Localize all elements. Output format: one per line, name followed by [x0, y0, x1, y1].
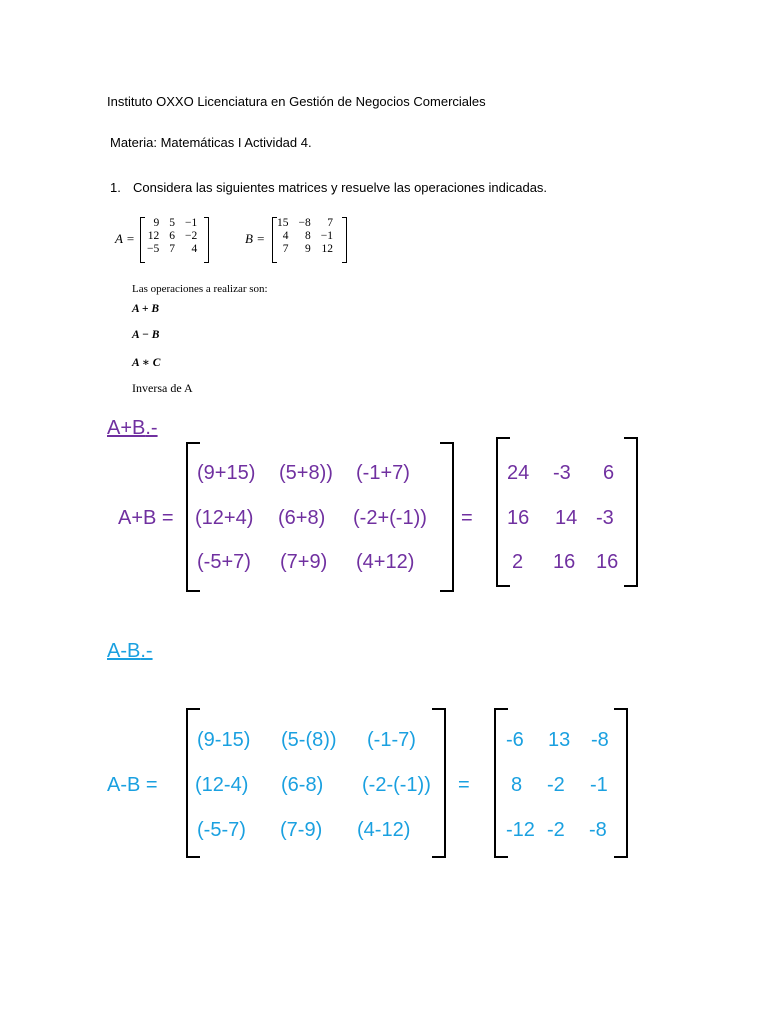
matrix-a-left-bracket	[140, 217, 145, 263]
matrix-cell: (5-(8))	[281, 729, 337, 751]
matrix-cell: 14	[555, 507, 578, 529]
matrix-cell: 16	[596, 551, 619, 573]
matrix-cell: 6	[169, 230, 175, 242]
operation-item: A − B	[132, 329, 160, 341]
matrix-cell: (-1+7)	[356, 462, 410, 484]
matrix-cell: (7-9)	[280, 819, 323, 841]
matrix-cell: 7	[282, 243, 289, 255]
sum-expr-right-bracket	[440, 442, 454, 592]
matrix-cell: (9+15)	[197, 462, 256, 484]
matrix-cell: −2	[185, 230, 198, 242]
matrix-cell: 2	[512, 551, 524, 573]
operation-item: A ∗ C	[132, 357, 161, 369]
matrix-cell: (-5-7)	[197, 819, 246, 841]
matrix-cell: (-2-(-1))	[362, 774, 431, 796]
operation-item: Inversa de A	[132, 381, 193, 395]
matrix-cell: (12-4)	[195, 774, 249, 796]
matrix-a-grid	[147, 217, 197, 255]
matrix-cell: 5	[169, 217, 175, 229]
diff-label: A-B =	[107, 774, 158, 796]
matrix-cell: (-2+(-1))	[353, 507, 427, 529]
matrix-cell: (5+8))	[279, 462, 333, 484]
matrix-a-right-bracket	[204, 217, 209, 263]
matrix-cell: 12	[147, 230, 160, 242]
matrix-cell: (12+4)	[195, 507, 254, 529]
matrix-cell: −1	[185, 217, 198, 229]
matrix-cell: -1	[590, 774, 608, 796]
matrix-cell: 12	[321, 243, 333, 255]
matrix-b-right-bracket	[342, 217, 347, 263]
diff-expr-right-bracket	[432, 708, 446, 858]
matrix-cell: -3	[553, 462, 571, 484]
matrix-cell: 8	[305, 230, 311, 242]
matrix-cell: −5	[147, 243, 160, 255]
diff-equals: =	[458, 774, 470, 796]
matrix-cell: 16	[507, 507, 530, 529]
matrix-cell: (7+9)	[280, 551, 328, 573]
matrix-cell: -2	[547, 819, 565, 841]
matrix-cell: 13	[548, 729, 571, 751]
matrix-b-label: B =	[245, 231, 265, 246]
matrix-cell: 8	[511, 774, 523, 796]
diff-heading	[107, 640, 153, 663]
matrix-a-label: A =	[115, 231, 135, 246]
sum-equals: =	[461, 507, 473, 529]
matrix-cell: (-1-7)	[367, 729, 416, 751]
matrix-cell: -12	[506, 819, 535, 841]
matrix-cell: −1	[320, 230, 333, 242]
institute-header: Instituto OXXO Licenciatura en Gestión de Negocios Comerciales	[107, 94, 486, 109]
operation-item: A + B	[132, 303, 160, 315]
textbook-excerpt-image	[110, 205, 380, 400]
matrix-cell: (4-12)	[357, 819, 411, 841]
sum-result-right-bracket	[624, 437, 638, 587]
matrix-cell: (6-8)	[281, 774, 324, 796]
subject-line: Materia: Matemáticas I Actividad 4.	[110, 135, 312, 150]
operations-intro: Las operaciones a realizar son:	[132, 283, 268, 295]
matrix-cell: -6	[506, 729, 524, 751]
matrix-cell: 7	[327, 217, 333, 229]
matrix-cell: −8	[298, 217, 311, 229]
matrix-cell: (4+12)	[356, 551, 415, 573]
matrix-cell: 15	[277, 217, 289, 229]
instruction-text: Considera las siguientes matrices y resuelve las operaciones indicadas.	[133, 180, 548, 195]
diff-heading-text: A-B	[107, 640, 141, 662]
sum-label: A+B =	[118, 507, 174, 529]
matrix-cell: -3	[596, 507, 614, 529]
matrix-cell: 16	[553, 551, 576, 573]
matrix-cell: (6+8)	[278, 507, 326, 529]
diff-result-right-bracket	[614, 708, 628, 858]
matrix-cell: 4	[191, 243, 198, 255]
matrix-cell: 4	[282, 230, 289, 242]
sum-heading-text: A+B	[107, 417, 146, 439]
matrix-cell: -8	[591, 729, 609, 751]
matrix-cell: 24	[507, 462, 530, 484]
matrix-cell: 6	[603, 462, 615, 484]
diff-heading-tail: .-	[140, 640, 153, 662]
matrix-cell: 7	[169, 243, 175, 255]
matrix-cell: 9	[305, 243, 311, 255]
matrix-cell: -2	[547, 774, 565, 796]
matrix-cell: (-5+7)	[197, 551, 251, 573]
matrix-cell: (9-15)	[197, 729, 251, 751]
instruction-number: 1.	[110, 180, 121, 195]
matrix-cell: -8	[589, 819, 607, 841]
sum-heading	[107, 417, 158, 440]
matrix-b-grid	[277, 217, 333, 255]
sum-heading-tail: .-	[145, 417, 158, 439]
matrix-cell: 9	[153, 217, 160, 229]
